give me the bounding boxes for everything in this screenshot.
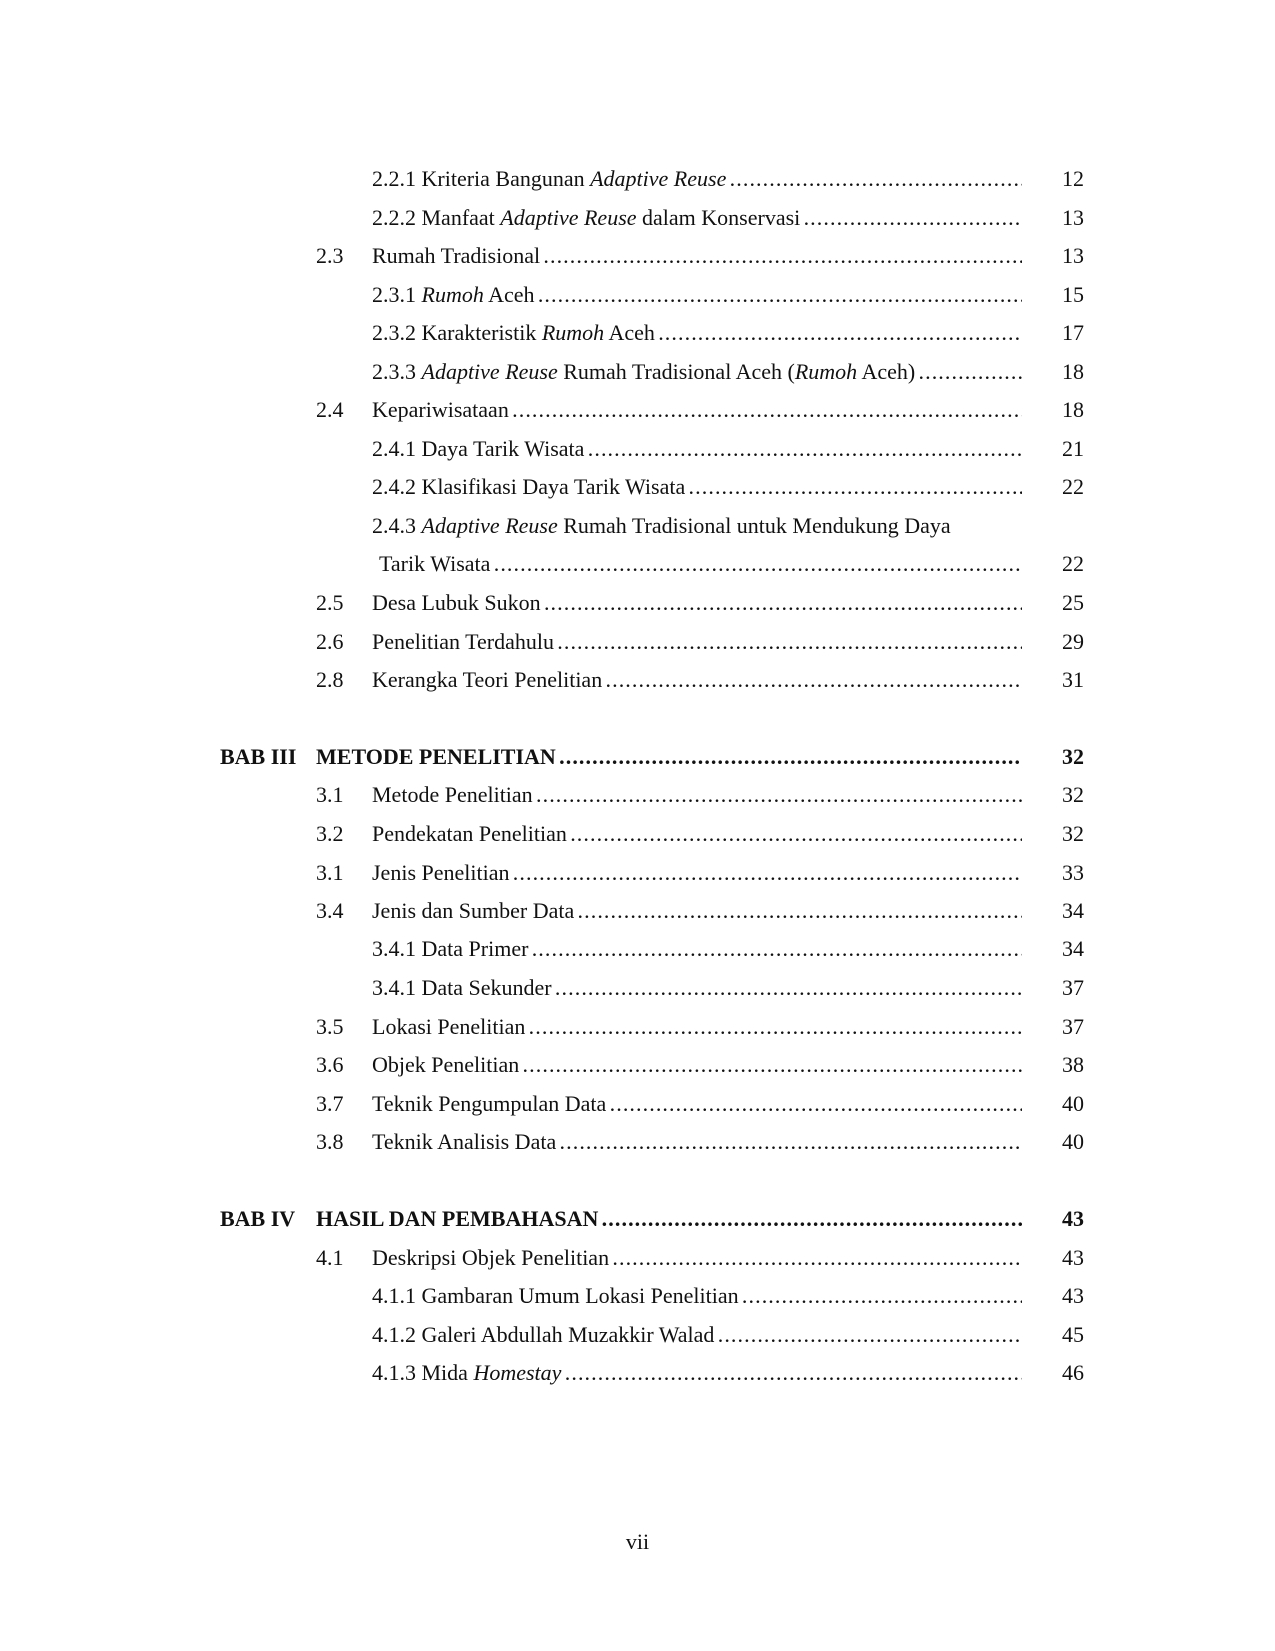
toc-entry-title: 4.1.1 Gambaran Umum Lokasi Penelitian . . . bbox=[372, 1281, 1022, 1311]
toc-entry-3-4-2 bbox=[0, 973, 1275, 1003]
toc-page-number: 18 bbox=[1062, 359, 1084, 384]
toc-page-number: 17 bbox=[1062, 320, 1084, 345]
toc-page-number: 12 bbox=[1062, 166, 1084, 191]
toc-entry-title: Teknik Pengumpulan Data . . . bbox=[372, 1089, 1022, 1119]
section-number: 2.5 bbox=[316, 590, 344, 615]
toc-entry-2-4-3 bbox=[0, 511, 1275, 541]
toc-page-number: 33 bbox=[1062, 860, 1084, 885]
toc-page-number: 25 bbox=[1062, 590, 1084, 615]
toc-entry-2-3-2 bbox=[0, 318, 1275, 348]
toc-entry-3-2 bbox=[0, 819, 1275, 849]
toc-entry-3-5 bbox=[0, 1012, 1275, 1042]
toc-entry-title: Metode Penelitian . . . bbox=[372, 780, 1022, 810]
toc-entry-2-5 bbox=[0, 588, 1275, 618]
toc-entry-title: 4.1.3 Mida Homestay . . . bbox=[372, 1358, 1022, 1388]
section-number: 3.1 bbox=[316, 860, 344, 885]
toc-page-number: 37 bbox=[1062, 975, 1084, 1000]
toc-entry-title: 2.4.2 Klasifikasi Daya Tarik Wisata . . . bbox=[372, 472, 1022, 502]
toc-page-number: 38 bbox=[1062, 1052, 1084, 1077]
section-number: 2.3 bbox=[316, 243, 344, 268]
section-number: 3.7 bbox=[316, 1091, 344, 1116]
section-number: 3.8 bbox=[316, 1129, 344, 1154]
toc-entry-title: 2.3.1 Rumoh Aceh . . . bbox=[372, 280, 1022, 310]
toc-entry-4-1-2 bbox=[0, 1320, 1275, 1350]
toc-entry-2-4-2 bbox=[0, 472, 1275, 502]
toc-page-number: 31 bbox=[1062, 667, 1084, 692]
toc-page-number: 15 bbox=[1062, 282, 1084, 307]
section-number: 2.6 bbox=[316, 629, 344, 654]
toc-entry-3-4-1 bbox=[0, 934, 1275, 964]
toc-entry-title: Kerangka Teori Penelitian . . . bbox=[372, 665, 1022, 695]
toc-entry-3-6 bbox=[0, 1050, 1275, 1080]
toc-entry-title: 2.2.1 Kriteria Bangunan Adaptive Reuse . . . bbox=[372, 164, 1022, 194]
toc-page-number: 13 bbox=[1062, 243, 1084, 268]
footer-page-number: vii bbox=[625, 1529, 650, 1554]
toc-entry-title: 3.4.1 Data Primer . . . bbox=[372, 934, 1022, 964]
section-number: 3.5 bbox=[316, 1014, 344, 1039]
toc-entry-title: 2.4.1 Daya Tarik Wisata . . . bbox=[372, 434, 1022, 464]
toc-page-number: 34 bbox=[1062, 898, 1084, 923]
toc-entry-title: Kepariwisataan . . . bbox=[372, 395, 1022, 425]
toc-page-number: 43 bbox=[1062, 1283, 1084, 1308]
toc-entry-title: Teknik Analisis Data . . . bbox=[372, 1127, 1022, 1157]
toc-entry-title: Rumah Tradisional . . . bbox=[372, 241, 1022, 271]
toc-entry-2-6 bbox=[0, 627, 1275, 657]
toc-entry-2-4 bbox=[0, 395, 1275, 425]
toc-entry-title: 4.1.2 Galeri Abdullah Muzakkir Walad . . . bbox=[372, 1320, 1022, 1350]
chapter-title: METODE PENELITIAN . . . bbox=[316, 742, 1022, 772]
toc-entry-2-3-1 bbox=[0, 280, 1275, 310]
toc-page-number: 37 bbox=[1062, 1014, 1084, 1039]
toc-entry-2-3-3 bbox=[0, 357, 1275, 387]
toc-entry-2-4-3-cont bbox=[0, 549, 1275, 579]
toc-entry-3-1 bbox=[0, 780, 1275, 810]
toc-entry-title: Deskripsi Objek Penelitian . . . bbox=[372, 1243, 1022, 1273]
toc-page-number: 32 bbox=[1062, 744, 1084, 769]
toc-chapter-bab-iv bbox=[0, 1204, 1275, 1234]
toc-page-number: 43 bbox=[1062, 1245, 1084, 1270]
toc-page-number: 22 bbox=[1062, 551, 1084, 576]
toc-entry-title: 2.4.3 Adaptive Reuse Rumah Tradisional untuk Mendukung Daya bbox=[372, 513, 951, 538]
toc-page-number: 46 bbox=[1062, 1360, 1084, 1385]
toc-entry-title: 2.2.2 Manfaat Adaptive Reuse dalam Konservasi . . . bbox=[372, 203, 1022, 233]
toc-page-number: 43 bbox=[1062, 1206, 1084, 1231]
section-number: 2.8 bbox=[316, 667, 344, 692]
toc-entry-title: Jenis Penelitian . . . bbox=[372, 858, 1022, 888]
toc-page-number: 13 bbox=[1062, 205, 1084, 230]
toc-page-number: 32 bbox=[1062, 782, 1084, 807]
toc-page-number: 22 bbox=[1062, 474, 1084, 499]
toc-entry-3-8 bbox=[0, 1127, 1275, 1157]
toc-entry-title: 3.4.1 Data Sekunder . . . bbox=[372, 973, 1022, 1003]
section-number: 4.1 bbox=[316, 1245, 344, 1270]
toc-entry-4-1 bbox=[0, 1243, 1275, 1273]
toc-entry-4-1-1 bbox=[0, 1281, 1275, 1311]
toc-page-number: 40 bbox=[1062, 1129, 1084, 1154]
toc-entry-title: Lokasi Penelitian . . . bbox=[372, 1012, 1022, 1042]
chapter-label: BAB III bbox=[220, 744, 297, 769]
toc-entry-3-3 bbox=[0, 858, 1275, 888]
toc-page-number: 29 bbox=[1062, 629, 1084, 654]
toc-page-number: 40 bbox=[1062, 1091, 1084, 1116]
toc-entry-3-7 bbox=[0, 1089, 1275, 1119]
toc-entry-title: 2.3.2 Karakteristik Rumoh Aceh . . . bbox=[372, 318, 1022, 348]
toc-page-number: 21 bbox=[1062, 436, 1084, 461]
toc-entry-title: Pendekatan Penelitian . . . bbox=[372, 819, 1022, 849]
section-number: 3.1 bbox=[316, 782, 344, 807]
toc-entry-2-4-1 bbox=[0, 434, 1275, 464]
toc-entry-title: Tarik Wisata . . . bbox=[379, 549, 1022, 579]
chapter-label: BAB IV bbox=[220, 1206, 296, 1231]
chapter-title: HASIL DAN PEMBAHASAN . . . bbox=[316, 1204, 1022, 1234]
section-number: 3.2 bbox=[316, 821, 344, 846]
toc-entry-title: Penelitian Terdahulu . . . bbox=[372, 627, 1022, 657]
toc-entry-title: Desa Lubuk Sukon . . . bbox=[372, 588, 1022, 618]
toc-page-number: 18 bbox=[1062, 397, 1084, 422]
toc-page-number: 45 bbox=[1062, 1322, 1084, 1347]
toc-entry-title: Objek Penelitian . . . bbox=[372, 1050, 1022, 1080]
toc-entry-2-2-1 bbox=[0, 164, 1275, 194]
toc-entry-title: Jenis dan Sumber Data . . . bbox=[372, 896, 1022, 926]
toc-chapter-bab-iii bbox=[0, 742, 1275, 772]
section-number: 3.6 bbox=[316, 1052, 344, 1077]
toc-page-number: 34 bbox=[1062, 936, 1084, 961]
section-number: 2.4 bbox=[316, 397, 344, 422]
toc-entry-3-4 bbox=[0, 896, 1275, 926]
section-number: 3.4 bbox=[316, 898, 344, 923]
toc-entry-2-8 bbox=[0, 665, 1275, 695]
toc-page-number: 32 bbox=[1062, 821, 1084, 846]
toc-entry-4-1-3 bbox=[0, 1358, 1275, 1388]
toc-entry-2-3 bbox=[0, 241, 1275, 271]
toc-entry-title: 2.3.3 Adaptive Reuse Rumah Tradisional Aceh (Rumoh Aceh) . . . bbox=[372, 357, 1022, 387]
toc-entry-2-2-2 bbox=[0, 203, 1275, 233]
